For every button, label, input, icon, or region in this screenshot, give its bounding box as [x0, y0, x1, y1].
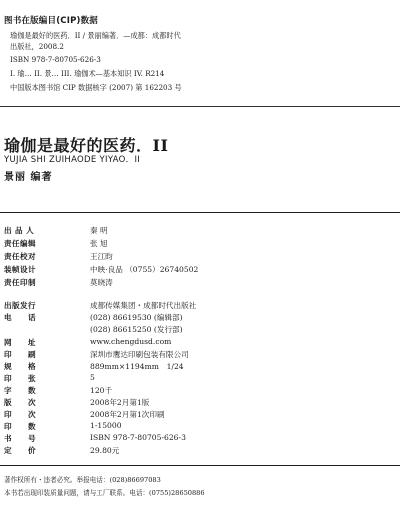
pub-value: www.chengdusd.com — [90, 337, 172, 346]
cip-line: 中国版本图书馆 CIP 数据核字 (2007) 第 162203 号 — [10, 83, 182, 92]
pub-value: 成都传媒集团・成都时代出版社 — [90, 301, 197, 310]
pub-value: 深圳市鹰达印刷包装有限公司 — [90, 350, 189, 359]
cip-divider — [0, 106, 400, 107]
cip-heading: 图书在版编目(CIP)数据 — [4, 16, 99, 26]
cip-line: 出版社，2008.2 — [10, 42, 64, 51]
cip-line: I. 瑜… II. 景… III. 瑜伽术—基本知识 IV. R214 — [10, 69, 165, 78]
pub-label: 字 数 — [4, 386, 36, 395]
footer-line: 著作权所有・违者必究。举报电话：(028)86697083 — [4, 476, 161, 484]
pub-label: 印 张 — [4, 374, 36, 383]
pub-value: (028) 86615250 (发行部) — [90, 325, 183, 334]
footer-divider — [0, 465, 400, 466]
title-divider — [0, 212, 400, 213]
pub-value: 29.80元 — [90, 446, 120, 455]
pub-label: 电 话 — [4, 313, 36, 322]
pub-value: 2008年2月第1版 — [90, 398, 150, 407]
credit-label: 出 品 人 — [4, 226, 35, 235]
credit-value: 王江昀 — [90, 252, 113, 261]
credit-label: 责任编辑 — [4, 239, 36, 248]
credit-value: 中映·良品 （0755）26740502 — [90, 265, 199, 274]
pub-label: 版 次 — [4, 398, 36, 407]
credit-label: 责任校对 — [4, 252, 36, 261]
pub-value: ISBN 978-7-80705-626-3 — [90, 433, 186, 442]
pub-value: 1-15000 — [90, 421, 122, 430]
book-pinyin: YUJIA SHI ZUIHAODE YIYAO．II — [4, 155, 141, 165]
credit-value: 秦 明 — [90, 226, 108, 235]
credit-value: 莫晓涛 — [90, 278, 113, 287]
pub-label: 网 址 — [4, 338, 36, 347]
cip-line: ISBN 978-7-80705-626-3 — [10, 55, 101, 64]
pub-label: 书 号 — [4, 434, 36, 443]
pub-label: 印 数 — [4, 422, 36, 431]
pub-value: 889mm×1194mm 1/24 — [90, 362, 184, 371]
pub-value: 120千 — [90, 386, 113, 395]
cip-line: 瑜伽是最好的医药．II / 景丽编著．—成都：成都时代 — [10, 31, 181, 40]
pub-value: (028) 86619530 (编辑部) — [90, 313, 183, 322]
pub-label: 印 刷 — [4, 350, 36, 359]
pub-value: 2008年2月第1次印刷 — [90, 410, 165, 419]
pub-label: 出版发行 — [4, 301, 36, 310]
credit-label: 装帧设计 — [4, 265, 36, 274]
pub-label: 规 格 — [4, 362, 36, 371]
credit-value: 张 旭 — [90, 239, 108, 248]
book-author: 景丽 编著 — [4, 172, 53, 183]
book-title: 瑜伽是最好的医药．II — [4, 136, 169, 155]
credit-label: 责任印制 — [4, 278, 36, 287]
pub-label: 定 价 — [4, 446, 36, 455]
pub-value: 5 — [90, 373, 95, 382]
footer-line: 本书若出现印装质量问题，请与工厂联系。电话：(0755)28650886 — [4, 489, 205, 497]
pub-label: 印 次 — [4, 410, 36, 419]
